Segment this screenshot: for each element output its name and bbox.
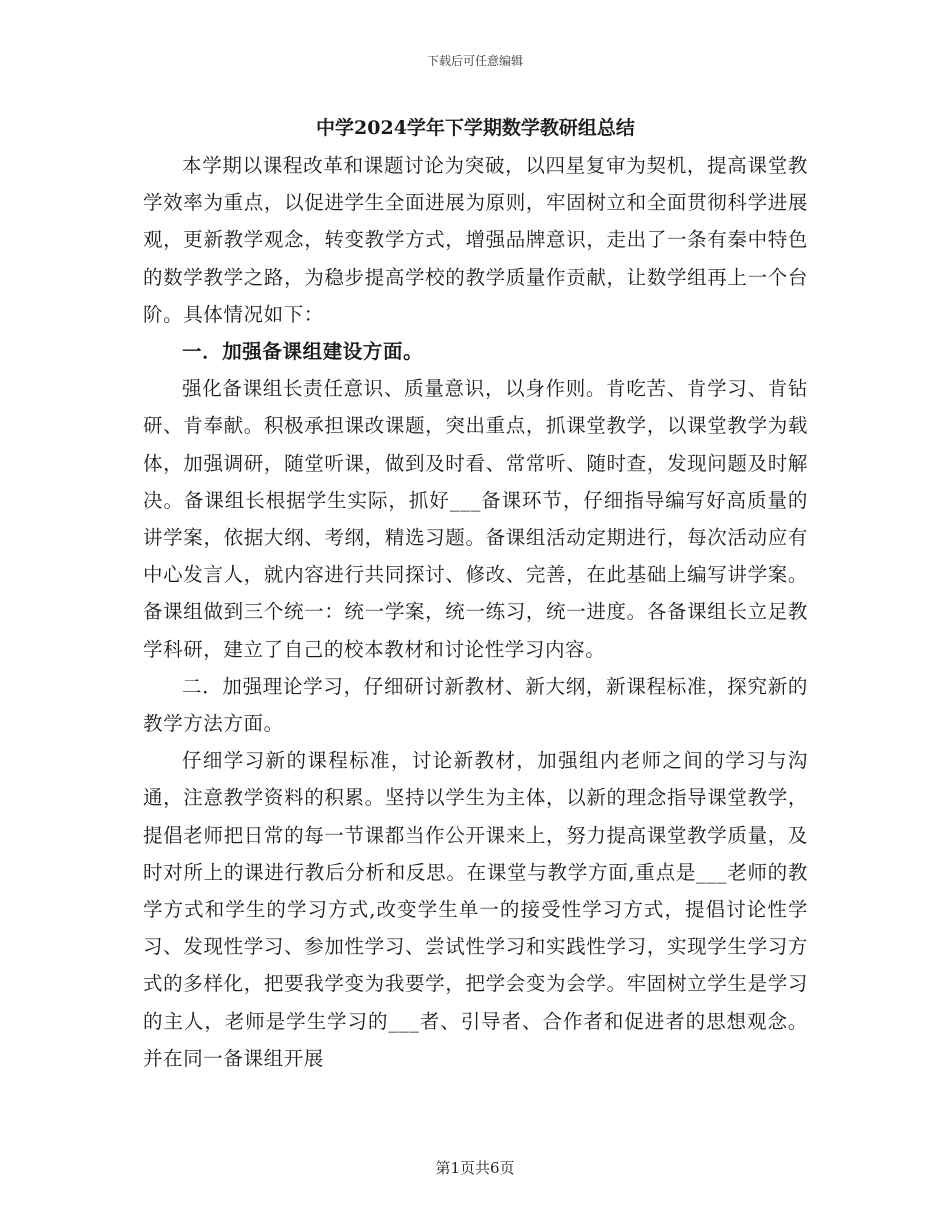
document-body [143, 110, 808, 1077]
section-2-heading: 二．加强理论学习，仔细研讨新教材、新大纲，新课程标准，探究新的教学方法方面。 [143, 674, 808, 736]
page-number-footer: 第1页共6页 [435, 1159, 515, 1177]
section-2-paragraph: 仔细学习新的课程标准，讨论新教材，加强组内老师之间的学习与沟通，注意教学资料的积累。坚持以学生为主体，以新的理念指导课堂教学，提倡老师把日常的每一节课都当作公开课来上，努力提高课堂教学质量，及时对所上的课进行教后分析和反思。在课堂与教学方面,重点是___老师的教学方式和学生的学习方式,改变学生单一的接受性学习方式，提倡讨论性学习、发现性学习、参加性学习、尝试性学习和实践性学习，实现学生学习方式的多样化，把要我学变为我要学，把学会变为会学。牢固树立学生是学习的主人，老师是学生学习的___者、引导者、合作者和促进者的思想观念。并在同一备课组开展 [143, 749, 808, 1070]
header-note: 下载后可任意编辑 [426, 54, 523, 68]
intro-paragraph: 本学期以课程改革和课题讨论为突破，以四星复审为契机，提高课堂教学效率为重点，以促进学生全面进展为原则，牢固树立和全面贯彻科学进展观，更新教学观念，转变教学方式，增强品牌意识，走出了一条有秦中特色的数学教学之路，为稳步提高学校的教学质量作贡献，让数学组再上一个台阶。具体情况如下： [143, 154, 808, 326]
section-1-paragraph: 强化备课组长责任意识、质量意识，以身作则。肯吃苦、肯学习、肯钻研、肯奉献。积极承担课改课题，突出重点，抓课堂教学，以课堂教学为载体，加强调研，随堂听课，做到及时看、常常听、随时查，发现问题及时解决。备课组长根据学生实际，抓好___备课环节，仔细指导编写好高质量的讲学案，依据大纲、考纲，精选习题。备课组活动定期进行，每次活动应有中心发言人，就内容进行共同探讨、修改、完善，在此基础上编写讲学案。备课组做到三个统一：统一学案，统一练习，统一进度。各备课组长立足教学科研，建立了自己的校本教材和讨论性学习内容。 [143, 377, 808, 661]
section-1-heading: 一．加强备课组建设方面。 [182, 340, 424, 364]
document-title: 中学2024学年下学期数学教研组总结 [316, 117, 635, 139]
